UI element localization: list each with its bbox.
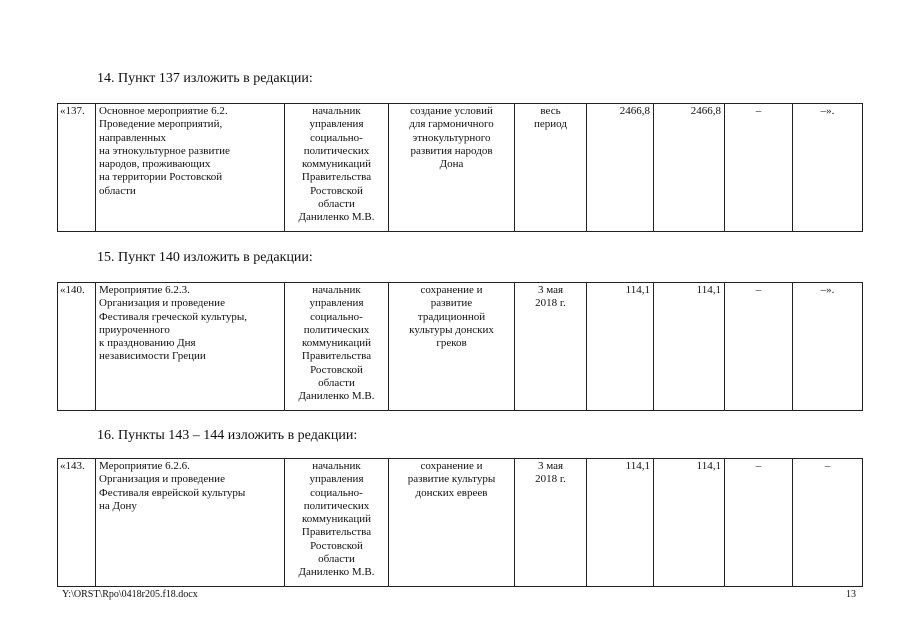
table-row-143 <box>57 458 863 587</box>
footer-file-path: Y:\ORST\Rpo\0418r205.f18.docx <box>62 589 198 600</box>
value-total: 2466,8 <box>587 104 654 232</box>
row-number: «140. <box>58 283 96 411</box>
footer-page-number: 13 <box>846 589 856 600</box>
measure-name: Мероприятие 6.2.6. Организация и проведение Фестиваля еврейской культуры на Дону <box>96 459 285 587</box>
expected-result: создание условий для гармоничного этнокультурного развития народов Дона <box>389 104 515 232</box>
value-total: 114,1 <box>587 459 654 587</box>
measure-name: Основное мероприятие 6.2. Проведение мероприятий, направленных на этнокультурное развитие народов, проживающих на территории Ростовской области <box>96 104 285 232</box>
executor: начальник управления социально- политических коммуникаций Правительства Ростовской области Даниленко М.В. <box>285 104 389 232</box>
table-row-140 <box>57 282 863 411</box>
expected-result: сохранение и развитие традиционной культуры донских греков <box>389 283 515 411</box>
measure-name: Мероприятие 6.2.3. Организация и проведение Фестиваля греческой культуры, приуроченного к празднованию Дня независимости Греции <box>96 283 285 411</box>
section-heading-137: 14. Пункт 137 изложить в редакции: <box>97 71 313 86</box>
table-row-137 <box>57 103 863 232</box>
value-total: 114,1 <box>587 283 654 411</box>
value-regional: 114,1 <box>654 283 725 411</box>
executor: начальник управления социально- политических коммуникаций Правительства Ростовской области Даниленко М.В. <box>285 283 389 411</box>
executor: начальник управления социально- политических коммуникаций Правительства Ростовской области Даниленко М.В. <box>285 459 389 587</box>
section-heading-143-144: 16. Пункты 143 – 144 изложить в редакции: <box>97 428 358 443</box>
value-regional: 114,1 <box>654 459 725 587</box>
value-regional: 2466,8 <box>654 104 725 232</box>
value-federal: – <box>725 459 793 587</box>
expected-result: сохранение и развитие культуры донских евреев <box>389 459 515 587</box>
row-number: «137. <box>58 104 96 232</box>
row-number: «143. <box>58 459 96 587</box>
period: весь период <box>515 104 587 232</box>
period: 3 мая 2018 г. <box>515 459 587 587</box>
value-other: –». <box>793 104 863 232</box>
period: 3 мая 2018 г. <box>515 283 587 411</box>
value-other: – <box>793 459 863 587</box>
value-other: –». <box>793 283 863 411</box>
value-federal: – <box>725 104 793 232</box>
value-federal: – <box>725 283 793 411</box>
section-heading-140: 15. Пункт 140 изложить в редакции: <box>97 250 313 265</box>
